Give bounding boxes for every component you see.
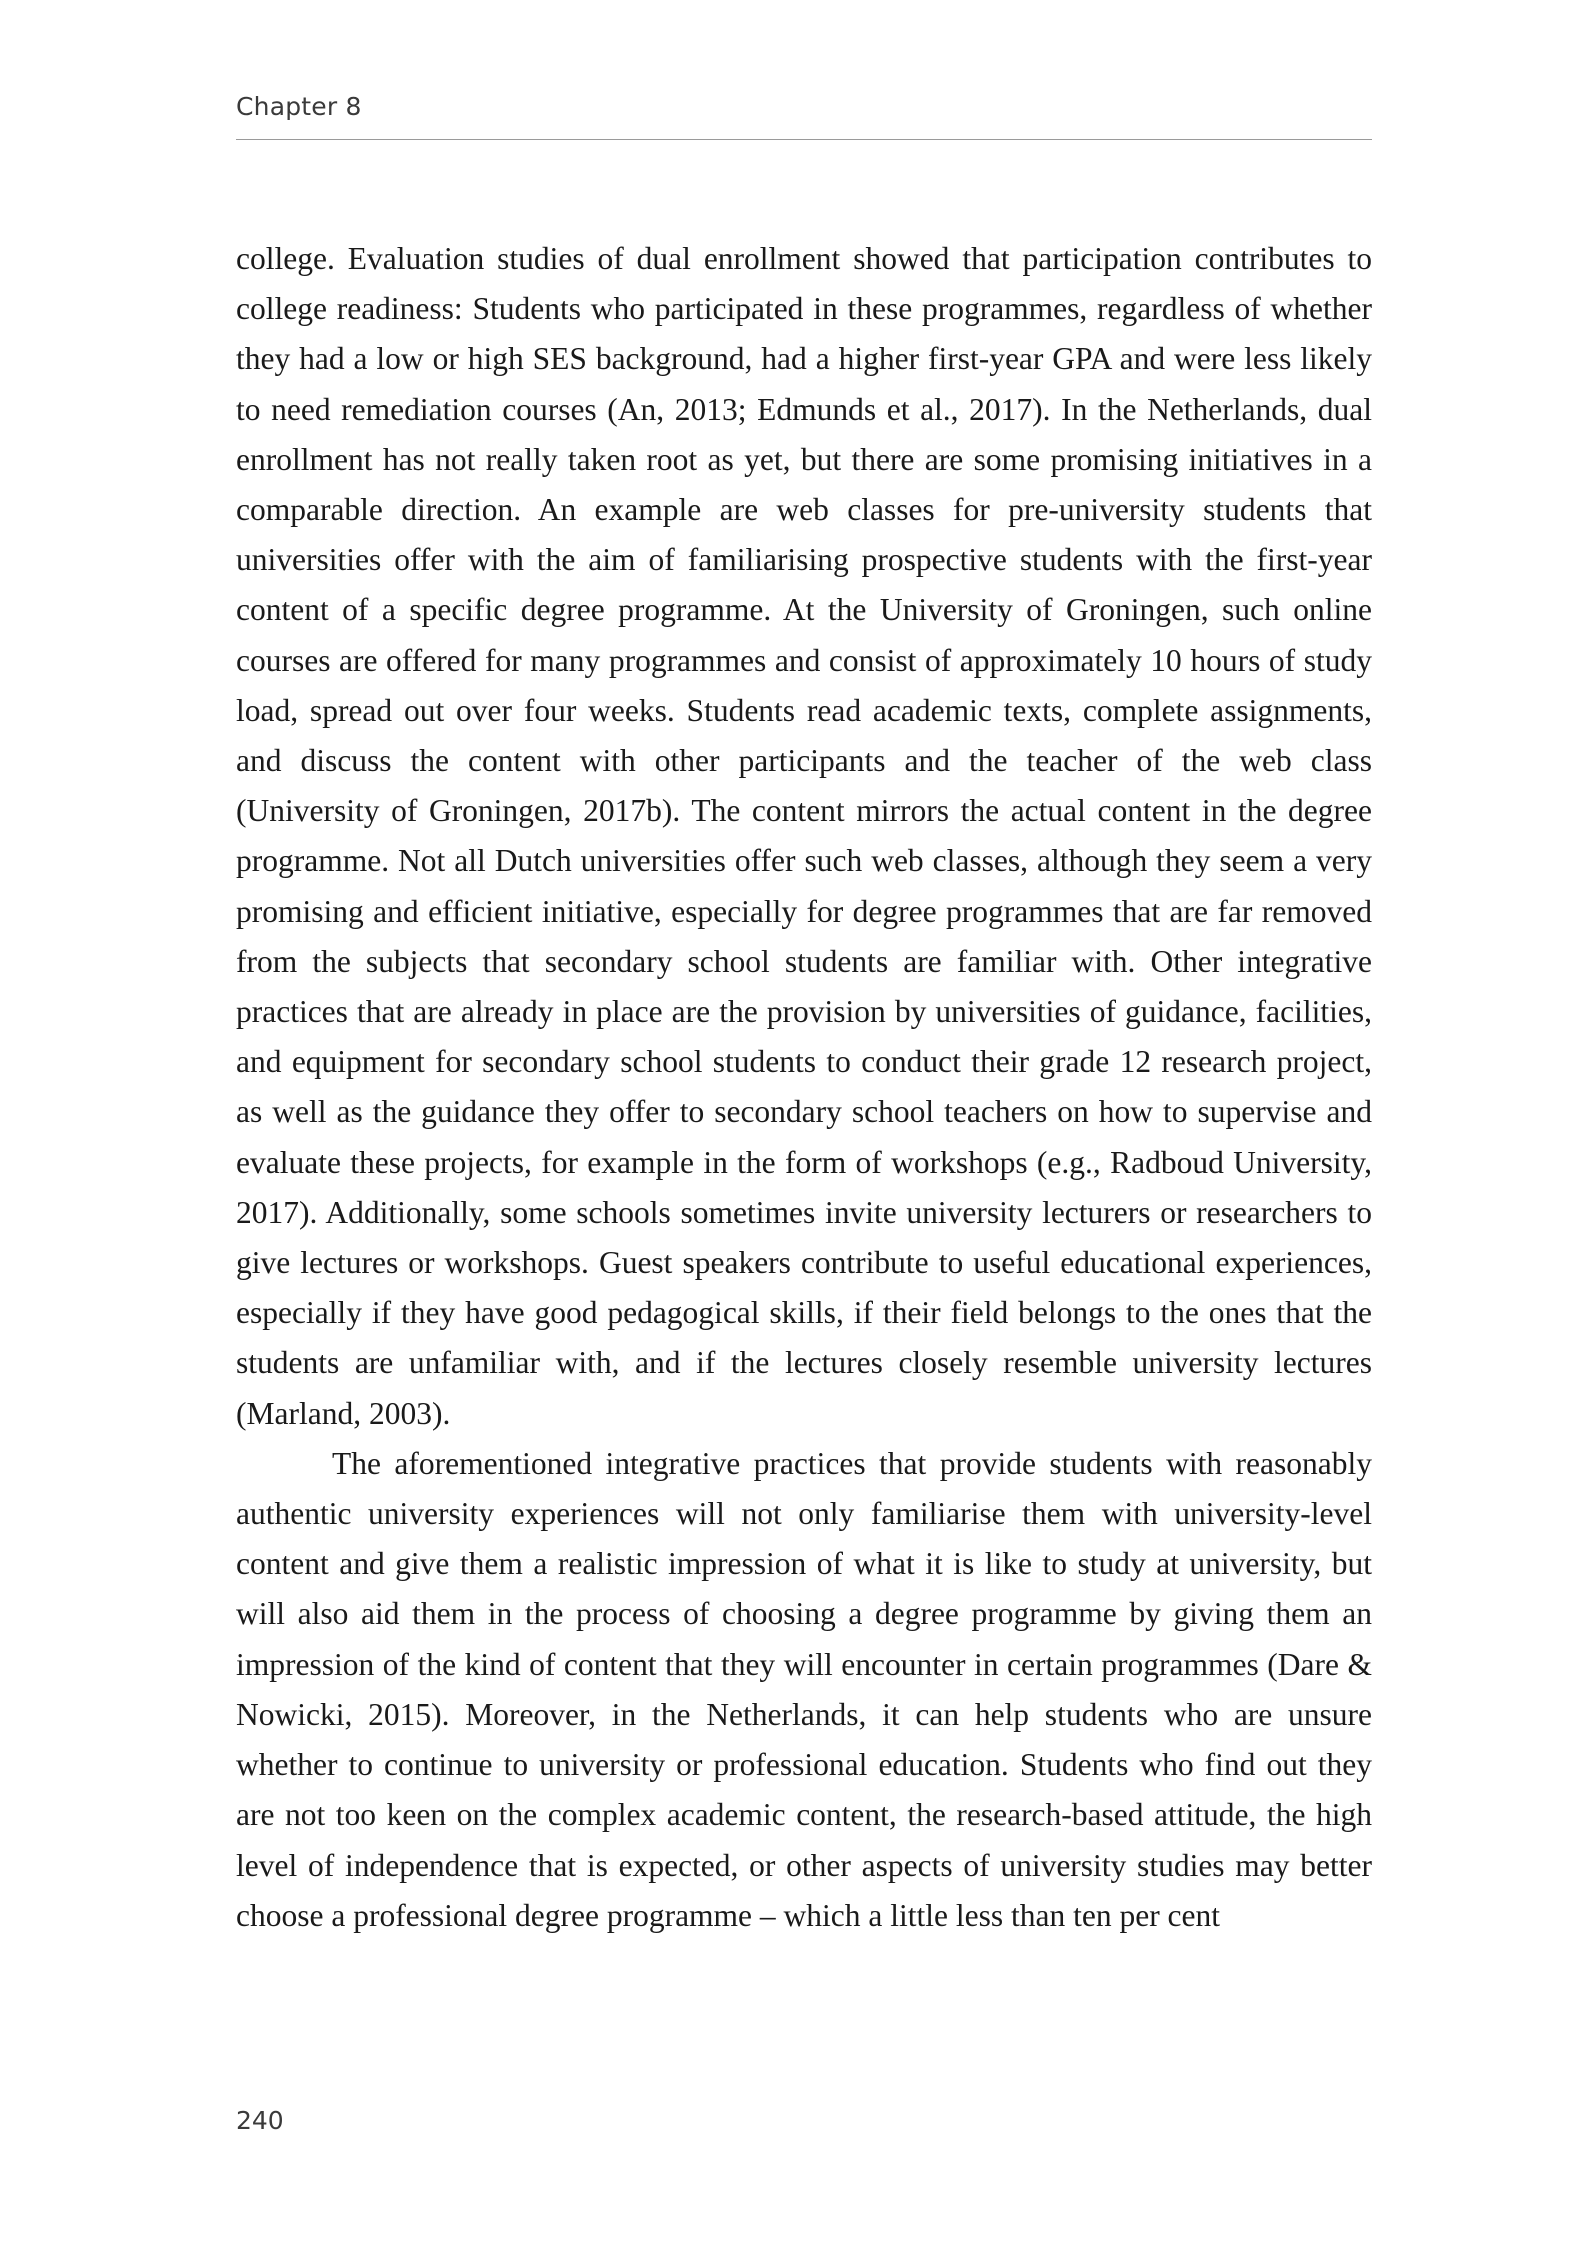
paragraph: The aforementioned integrative practices that provide students with reasonably authentic university experiences will not only familiarise them with university-level content and give them a realistic impression of what it is like to study at university, but will also aid them in the process of choosing a degree programme by giving them an impression of the kind of content that they will encounter in certain programmes (Dare & Nowicki, 2015). Moreover, in the Netherlands, it can help students who are unsure whether to continue to university or professional education. Students who find out they are not too keen on the complex academic content, the research-based attitude, the high level of independence that is expected, or other aspects of university studies may better choose a professional degree programme – which a little less than ten per cent [236, 1445, 1372, 1933]
running-header [236, 92, 1372, 140]
chapter-label: Chapter 8 [236, 92, 362, 121]
paragraph: college. Evaluation studies of dual enrollment showed that participation contributes to college readiness: Students who participated in these programmes, regardless of whether they had a low or high SES background, had a higher first-year GPA and were less likely to need remediation courses (An, 2013; Edmunds et al., 2017). In the Netherlands, dual enrollment has not really taken root as yet, but there are some promising initiatives in a comparable direction. An example are web classes for pre-university students that universities offer with the aim of familiarising prospective students with the first-year content of a specific degree programme. At the University of Groningen, such online courses are offered for many programmes and consist of approximately 10 hours of study load, spread out over four weeks. Students read academic texts, complete assignments, and discuss the content with other participants and the teacher of the web class (University of Groningen, 2017b). The content mirrors the actual content in the degree programme. Not all Dutch universities offer such web classes, although they seem a very promising and efficient initiative, especially for degree programmes that are far removed from the subjects that secondary school students are familiar with. Other integrative practices that are already in place are the provision by universities of guidance, facilities, and equipment for secondary school students to conduct their grade 12 research project, as well as the guidance they offer to secondary school teachers on how to supervise and evaluate these projects, for example in the form of workshops (e.g., Radboud University, 2017). Additionally, some schools sometimes invite university lecturers or researchers to give lectures or workshops. Guest speakers contribute to useful educational experiences, especially if they have good pedagogical skills, if their field belongs to the ones that the students are unfamiliar with, and if the lectures closely resemble university lectures (Marland, 2003). [236, 241, 1372, 1431]
page-number: 240 [236, 2106, 284, 2135]
body-text [236, 234, 1372, 1941]
